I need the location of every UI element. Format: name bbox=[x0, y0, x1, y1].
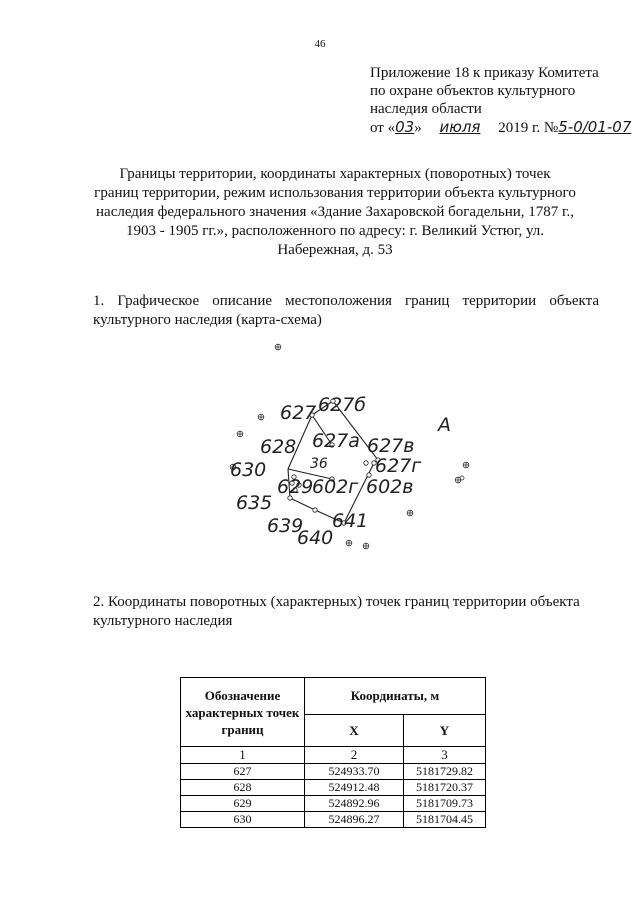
index-cell: 2 bbox=[305, 747, 404, 764]
date-prefix: от « bbox=[370, 120, 396, 136]
title-line-2: границ территории, режим использования территории объекта культурного bbox=[94, 185, 576, 201]
index-cell: 3 bbox=[404, 747, 486, 764]
column-index-row bbox=[181, 747, 486, 764]
label-635: 635 bbox=[236, 492, 273, 514]
label-627a: 627а bbox=[312, 430, 360, 452]
x-cell: 524912.48 bbox=[305, 780, 404, 796]
header-coordinates: Координаты, м bbox=[305, 678, 486, 715]
appendix-line-1: Приложение 18 к приказу Комитета bbox=[370, 65, 599, 81]
x-cell: 524896.27 bbox=[305, 812, 404, 828]
point-cell: 630 bbox=[181, 812, 305, 828]
page-number: 46 bbox=[314, 38, 326, 50]
label-36: 36 bbox=[310, 456, 328, 472]
date-mid: » bbox=[414, 120, 422, 136]
title-line-1: Границы территории, координаты характерных (поворотных) точек bbox=[119, 166, 551, 182]
label-641: 641 bbox=[332, 510, 369, 532]
y-cell: 5181704.45 bbox=[404, 812, 486, 828]
label-602g: 602г bbox=[312, 476, 359, 498]
label-627b: 627б bbox=[318, 394, 366, 416]
section-1-heading: 1. Графическое описание местоположения границ территории объекта культурного наследия (карта-схема) bbox=[93, 293, 599, 328]
section-2-heading: 2. Координаты поворотных (характерных) точек границ территории объекта культурного наследия bbox=[93, 594, 580, 629]
point-cell: 628 bbox=[181, 780, 305, 796]
y-cell: 5181709.73 bbox=[404, 796, 486, 812]
label-629: 629 bbox=[277, 476, 314, 498]
point-cell: 627 bbox=[181, 764, 305, 780]
point-cell: 629 bbox=[181, 796, 305, 812]
appendix-header bbox=[370, 64, 631, 137]
x-cell: 524933.70 bbox=[305, 764, 404, 780]
label-639: 639 bbox=[267, 515, 304, 537]
label-627g: 627г bbox=[375, 455, 422, 477]
table-row bbox=[181, 796, 486, 812]
title-line-5: Набережная, д. 53 bbox=[277, 242, 393, 258]
header-y: Y bbox=[404, 715, 486, 747]
label-602v: 602в bbox=[366, 476, 414, 498]
label-627v: 627в bbox=[367, 435, 415, 457]
date-year: 2019 г. № bbox=[498, 120, 559, 136]
header-x: X bbox=[305, 715, 404, 747]
label-630: 630 bbox=[230, 459, 267, 481]
table-row bbox=[181, 764, 486, 780]
title-line-3: наследия федерального значения «Здание Захаровской богадельни, 1787 г., bbox=[96, 204, 574, 220]
label-a: А bbox=[438, 414, 451, 436]
appendix-line-3: наследия области bbox=[370, 101, 482, 117]
y-cell: 5181729.82 bbox=[404, 764, 486, 780]
y-cell: 5181720.37 bbox=[404, 780, 486, 796]
header-designation: Обозначение характерных точек границ bbox=[181, 678, 305, 747]
appendix-line-2: по охране объектов культурного bbox=[370, 83, 576, 99]
date-day: 03 bbox=[395, 118, 415, 136]
coordinates-table bbox=[180, 677, 486, 828]
table-row bbox=[181, 812, 486, 828]
table-row bbox=[181, 780, 486, 796]
label-628: 628 bbox=[260, 436, 297, 458]
order-number: 5-0/01-07 bbox=[558, 118, 632, 136]
boundary-map bbox=[222, 335, 484, 555]
document-title bbox=[90, 165, 580, 260]
label-640: 640 bbox=[297, 527, 334, 549]
title-line-4: 1903 - 1905 гг.», расположенного по адресу: г. Великий Устюг, ул. bbox=[125, 223, 545, 239]
date-month: июля bbox=[439, 118, 481, 136]
x-cell: 524892.96 bbox=[305, 796, 404, 812]
label-627: 627 bbox=[280, 402, 317, 424]
index-cell: 1 bbox=[181, 747, 305, 764]
appendix-date-line bbox=[370, 118, 631, 137]
